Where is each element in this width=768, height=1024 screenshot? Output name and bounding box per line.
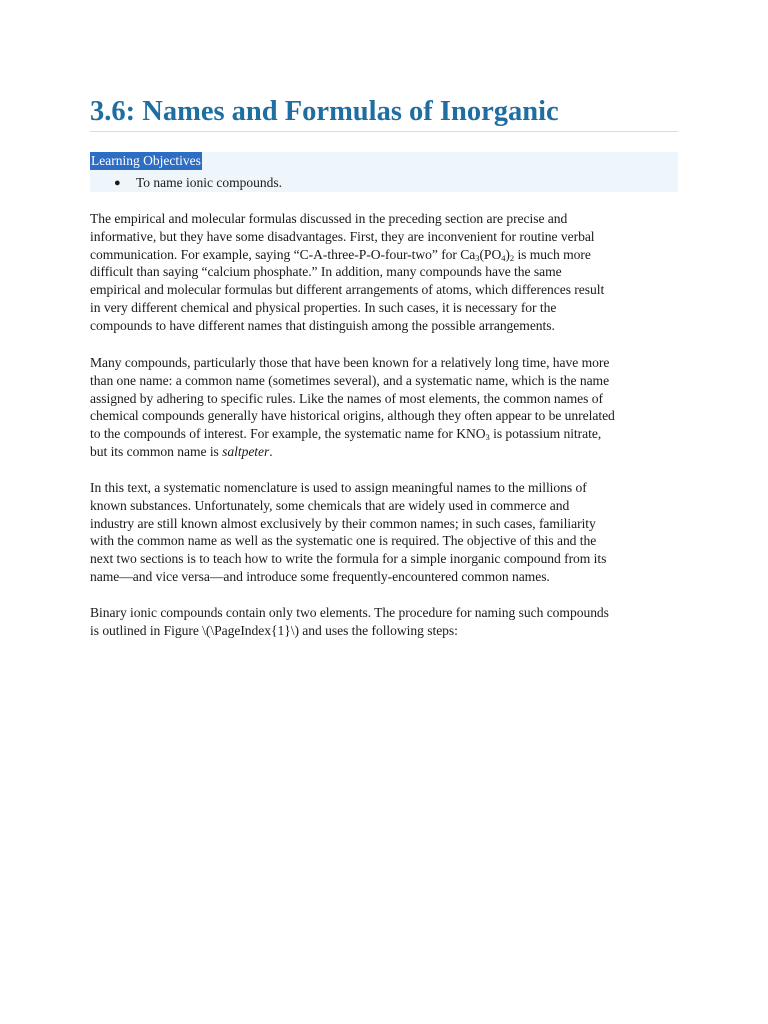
paragraph-1 xyxy=(90,210,680,335)
paragraph-line: In this text, a systematic nomenclature is used to assign meaningful names to the millions of xyxy=(90,480,587,495)
paragraph-line: Binary ionic compounds contain only two elements. The procedure for naming such compounds xyxy=(90,605,609,620)
learning-objectives-box xyxy=(90,152,678,192)
paragraph-line: than one name: a common name (sometimes several), and a systematic name, which is the name xyxy=(90,372,610,388)
paragraph-line: chemical compounds generally have historical origins, although they often appear to be unrelated xyxy=(90,408,615,424)
paragraph-line: assigned by adhering to specific rules. Like the names of most elements, the common names of xyxy=(90,390,603,406)
subscript: 4 xyxy=(501,252,506,263)
paragraph-line: The empirical and molecular formulas discussed in the preceding section are precise and xyxy=(90,211,568,226)
bullet-icon: ● xyxy=(114,177,121,189)
page-title: 3.6: Names and Formulas of Inorganic xyxy=(90,96,559,127)
paragraph-line: is outlined in Figure \(\PageIndex{1}\) and uses the following steps: xyxy=(90,622,458,638)
paragraph-line: Many compounds, particularly those that have been known for a relatively long time, have more xyxy=(90,355,610,370)
paragraph-line: communication. For example, saying “C-A-three-P-O-four-two” for $Ca_3(PO_4)_2$ is much more xyxy=(90,246,591,263)
paragraph-4 xyxy=(90,604,680,640)
paragraph-line: informative, but they have some disadvantages. First, they are inconvenient for routine verbal xyxy=(90,228,595,244)
paragraph-line: empirical and molecular formulas but different arrangements of atoms, which differences result xyxy=(90,282,605,298)
paragraph-line: but its common name is saltpeter. xyxy=(90,443,273,459)
paragraph-line: next two sections is to teach how to write the formula for a simple inorganic compound from its xyxy=(90,551,607,567)
subscript: 3 xyxy=(475,252,480,263)
emphasis-term: saltpeter xyxy=(222,443,270,459)
paragraph-line: to the compounds of interest. For example, the systematic name for $KNO_3$ is potassium nitrate, xyxy=(90,426,602,443)
objectives-list xyxy=(90,174,282,192)
paragraph-line: difficult than saying “calcium phosphate.” In addition, many compounds have the same xyxy=(90,264,562,280)
paragraph-line: compounds to have different names that distinguish among the possible arrangements. xyxy=(90,317,555,333)
learning-objectives-heading[interactable]: Learning Objectives xyxy=(91,153,201,168)
paragraph-line: name—and vice versa—and introduce some frequently-encountered common names. xyxy=(90,568,550,584)
subscript: 2 xyxy=(509,252,515,263)
paragraph-line: industry are still known almost exclusively by their common names; in such cases, familiarity xyxy=(90,515,596,531)
paragraph-line: in very different chemical and physical properties. In such cases, it is necessary for the xyxy=(90,299,557,315)
objective-text: To name ionic compounds. xyxy=(136,175,283,190)
paragraph-line: known substances. Unfortunately, some chemicals that are widely used in commerce and xyxy=(90,497,570,513)
paragraph-2 xyxy=(90,354,680,461)
title-divider xyxy=(90,131,678,132)
objective-item xyxy=(90,174,282,192)
paragraph-line: with the common name as well as the systematic one is required. The objective of this and the xyxy=(90,533,597,549)
subscript: 3 xyxy=(485,432,490,443)
paragraph-3 xyxy=(90,479,680,586)
